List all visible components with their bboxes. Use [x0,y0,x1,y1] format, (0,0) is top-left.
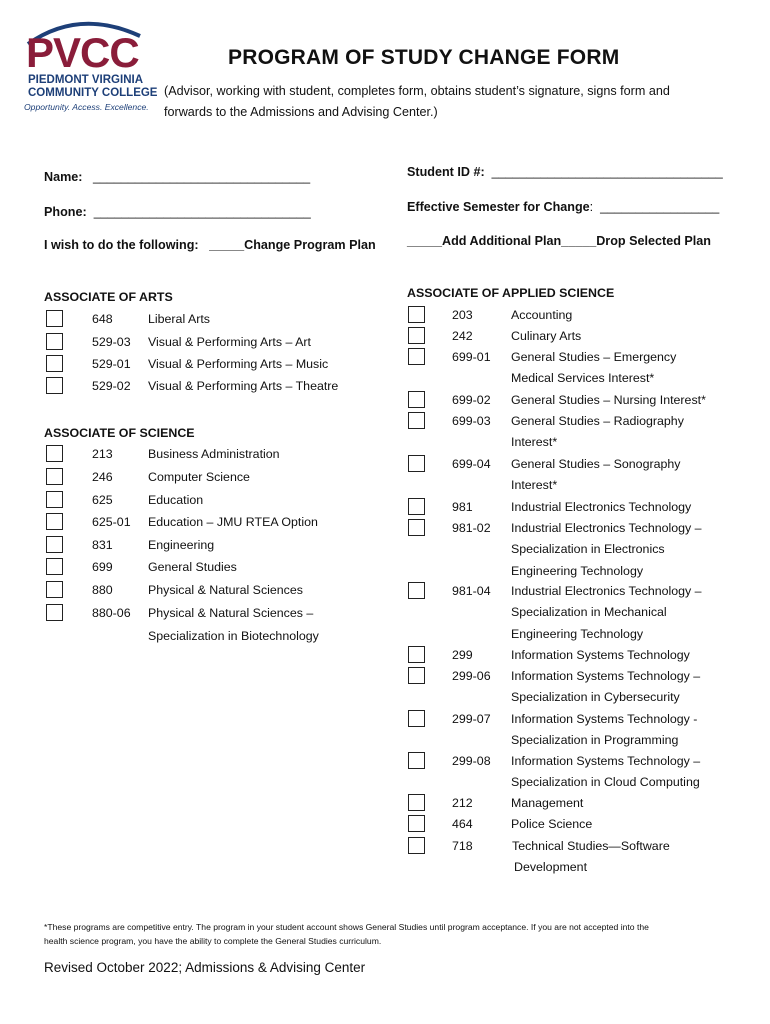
program-name: Information Systems Technology – [511,754,701,768]
program-name: Information Systems Technology - [511,712,698,726]
section-heading-aa: ASSOCIATE OF ARTS [44,290,173,304]
student-id-label: Student ID #: [407,165,485,179]
program-name: General Studies [148,560,237,574]
name-label: Name: [44,170,83,184]
program-code: 880 [92,583,113,597]
program-code: 213 [92,447,113,461]
program-code: 529-01 [92,357,131,371]
program-checkbox-299-08[interactable] [408,752,425,769]
program-name-continued: Medical Services Interest* [511,371,655,386]
name-field[interactable] [44,170,310,184]
program-checkbox-699-04[interactable] [408,455,425,472]
semester-field[interactable] [407,200,719,214]
program-checkbox-246[interactable] [46,468,63,485]
program-name: Police Science [511,817,593,831]
program-code: 699-03 [452,414,491,428]
program-code: 212 [452,796,473,810]
phone-field[interactable] [44,205,311,219]
program-checkbox-625-01[interactable] [46,513,63,530]
program-code: 242 [452,329,473,343]
program-code: 981 [452,500,473,514]
program-name: Engineering [148,538,215,552]
footnote-line1: *These programs are competitive entry. The program in your student account shows General Studies until program acceptance. If you are not accepted into the [44,922,649,932]
logo-name-line1: PIEDMONT VIRGINIA [28,74,144,86]
program-checkbox-981-04[interactable] [408,582,425,599]
phone-blank[interactable]: _______________________________ [93,205,311,219]
program-code: 246 [92,470,113,484]
program-name-continued: Specialization in Mechanical [511,605,667,620]
name-blank[interactable]: _______________________________ [93,170,311,184]
program-name: General Studies – Sonography [511,457,681,471]
program-checkbox-529-03[interactable] [46,333,63,350]
program-checkbox-699-01[interactable] [408,348,425,365]
program-checkbox-529-02[interactable] [46,377,63,394]
program-code: 299-07 [452,712,491,726]
program-code: 718 [452,839,473,853]
program-name: Information Systems Technology – [511,669,701,683]
footnote-line2: health science program, you have the ability to complete the General Studies curriculum. [44,936,382,946]
semester-blank[interactable]: _________________ [600,200,720,214]
program-checkbox-529-01[interactable] [46,355,63,372]
instructions [164,81,724,123]
logo-name-line2: COMMUNITY COLLEGE [28,87,158,99]
program-code: 625-01 [92,515,131,529]
footnote [44,920,744,948]
program-name-continued: Specialization in Cybersecurity [511,690,680,705]
program-name-continued: Specialization in Biotechnology [148,628,319,643]
program-name: Accounting [511,308,573,322]
student-id-blank[interactable]: _________________________________ [491,165,723,179]
program-code: 981-02 [452,521,491,535]
program-code: 981-04 [452,584,491,598]
program-code: 880-06 [92,606,131,620]
program-checkbox-880-06[interactable] [46,604,63,621]
program-name: General Studies – Emergency [511,350,677,364]
program-code: 699-02 [452,393,491,407]
program-name-continued: Engineering Technology [511,563,644,578]
program-name: Visual & Performing Arts – Theatre [148,379,339,393]
program-name-continued: Specialization in Cloud Computing [511,775,700,790]
program-code: 625 [92,493,113,507]
program-name-continued: Interest* [511,435,558,450]
program-code: 464 [452,817,473,831]
program-code: 299-06 [452,669,491,683]
program-name-continued: Specialization in Electronics [511,542,665,557]
section-heading-aas: ASSOCIATE OF APPLIED SCIENCE [407,286,615,300]
instructions-line1: (Advisor, working with student, completes form, obtains student’s signature, signs form and [164,84,670,98]
program-code: 529-03 [92,335,131,349]
wish-label: I wish to do the following: [44,238,199,252]
program-checkbox-299-07[interactable] [408,710,425,727]
program-checkbox-699[interactable] [46,558,63,575]
program-name-continued: Development [514,860,588,875]
program-name: General Studies – Radiography [511,414,684,428]
program-name: Information Systems Technology [511,648,690,662]
program-checkbox-203[interactable] [408,306,425,323]
program-name: Physical & Natural Sciences [148,583,303,597]
program-name: Industrial Electronics Technology – [511,584,702,598]
program-name-continued: Specialization in Programming [511,733,679,748]
program-name: Physical & Natural Sciences – [148,606,314,620]
logo-wordmark: PVCC [26,29,139,76]
program-name: Education – JMU RTEA Option [148,515,318,529]
program-checkbox-299[interactable] [408,646,425,663]
program-name: General Studies – Nursing Interest* [511,393,706,407]
section-heading-as: ASSOCIATE OF SCIENCE [44,426,195,440]
revision-note: Revised October 2022; Admissions & Advising Center [44,960,366,975]
change-program-option[interactable]: _____Change Program Plan [209,238,376,252]
program-name: Industrial Electronics Technology [511,500,692,514]
program-name: Industrial Electronics Technology – [511,521,702,535]
program-name: Visual & Performing Arts – Art [148,335,311,349]
program-checkbox-242[interactable] [408,327,425,344]
phone-label: Phone: [44,205,87,219]
wish-row [44,238,376,252]
student-id-field[interactable] [407,165,723,179]
program-name: Business Administration [148,447,280,461]
program-checkbox-464[interactable] [408,815,425,832]
program-name-continued: Interest* [511,478,558,493]
program-code: 203 [452,308,473,322]
program-checkbox-213[interactable] [46,445,63,462]
semester-label: Effective Semester for Change [407,200,590,214]
program-name: Management [511,796,584,810]
program-code: 699-04 [452,457,491,471]
program-code: 699 [92,560,113,574]
program-code: 648 [92,312,113,326]
program-checkbox-699-03[interactable] [408,412,425,429]
program-checkbox-718[interactable] [408,837,425,854]
program-name: Technical Studies—Software [512,839,670,853]
semester-colon: : [589,200,594,214]
program-code: 831 [92,538,113,552]
program-checkbox-299-06[interactable] [408,667,425,684]
program-code: 699-01 [452,350,491,364]
program-code: 299 [452,648,473,662]
program-name: Computer Science [148,470,250,484]
program-checkbox-648[interactable] [46,310,63,327]
program-name-continued: Engineering Technology [511,626,644,641]
page-title: PROGRAM OF STUDY CHANGE FORM [228,46,620,69]
program-checkbox-981[interactable] [408,498,425,515]
logo-college-name [28,74,157,100]
program-name: Liberal Arts [148,312,210,326]
program-checkbox-831[interactable] [46,536,63,553]
program-name: Visual & Performing Arts – Music [148,357,329,371]
program-name: Culinary Arts [511,329,582,343]
program-code: 299-08 [452,754,491,768]
logo-tagline: Opportunity. Access. Excellence. [24,102,149,112]
program-name: Education [148,493,204,507]
program-checkbox-212[interactable] [408,794,425,811]
program-checkbox-880[interactable] [46,581,63,598]
program-code: 529-02 [92,379,131,393]
instructions-line2: forwards to the Admissions and Advising Center.) [164,105,438,119]
program-checkbox-981-02[interactable] [408,519,425,536]
program-checkbox-699-02[interactable] [408,391,425,408]
program-checkbox-625[interactable] [46,491,63,508]
add-drop-option[interactable]: _____Add Additional Plan_____Drop Selected Plan [407,234,711,248]
